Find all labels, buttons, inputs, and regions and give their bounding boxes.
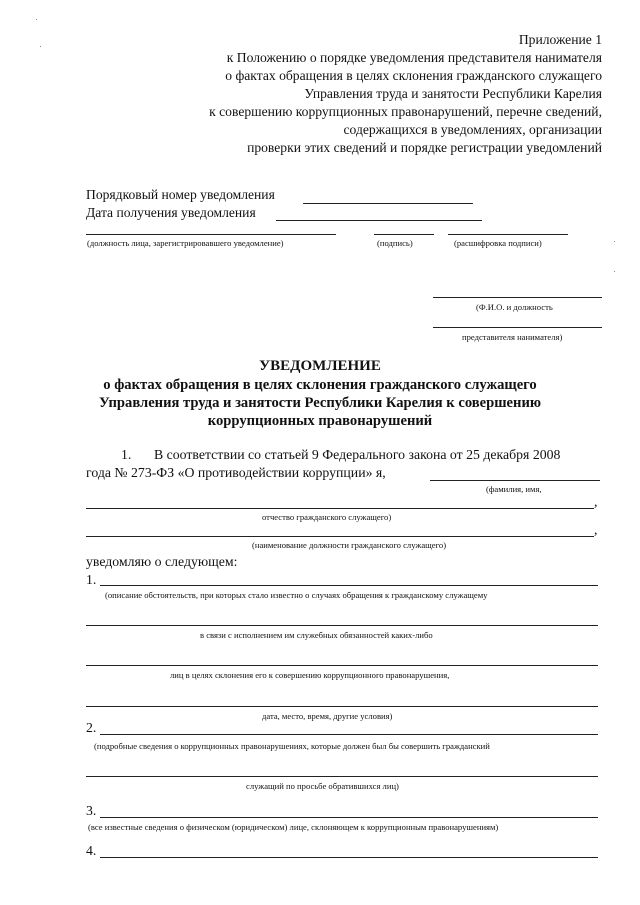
scan-speck	[40, 46, 41, 47]
notify-heading: уведомляю о следующем:	[86, 554, 238, 569]
caption-position: (наименование должности гражданского служащего)	[252, 540, 447, 550]
caption-fio-position: (Ф.И.О. и должность	[476, 302, 553, 312]
header-line: к совершению коррупционных правонарушений, перечне сведений,	[209, 104, 602, 119]
registrar-decoding-field[interactable]	[448, 234, 568, 235]
addressee-fio-field[interactable]	[433, 297, 602, 298]
paragraph-text: года № 273-ФЗ «О противодействии коррупции» я,	[86, 465, 386, 480]
caption-item1-duties: в связи с исполнением им служебных обязанностей каких-либо	[200, 630, 433, 640]
caption-representative: представителя нанимателя)	[462, 332, 563, 342]
declarant-patronymic-field[interactable]	[86, 508, 594, 509]
registration-number-label: Порядковый номер уведомления	[86, 187, 275, 202]
notice-subtitle-line: о фактах обращения в целях склонения гражданского служащего	[103, 377, 537, 393]
item-number: 1.	[86, 572, 97, 587]
caption-signature: (подпись)	[377, 238, 413, 248]
item1-field[interactable]	[86, 665, 598, 666]
notice-subtitle-line: коррупционных правонарушений	[207, 413, 433, 429]
item1-field[interactable]	[100, 585, 598, 586]
header-line: о фактах обращения в целях склонения гражданского служащего	[225, 68, 602, 83]
header-line: Управления труда и занятости Республики Карелия	[304, 86, 602, 101]
caption-patronymic: отчество гражданского служащего)	[262, 512, 392, 522]
header-line: проверки этих сведений и порядке регистрации уведомлений	[247, 140, 602, 155]
caption-item2-request: служащий по просьбе обратившихся лиц)	[246, 781, 399, 791]
item-number: 4.	[86, 843, 97, 858]
scan-speck	[36, 19, 37, 20]
appendix-label: Приложение 1	[518, 32, 602, 47]
registrar-position-field[interactable]	[86, 234, 336, 235]
registrar-signature-field[interactable]	[374, 234, 434, 235]
caption-item1-circumstances: (описание обстоятельств, при которых стало известно о случаях обращения к гражданскому служащему	[105, 590, 488, 600]
paragraph-number: 1.	[121, 447, 132, 462]
item-number: 3.	[86, 803, 97, 818]
registration-date-label: Дата получения уведомления	[86, 205, 256, 220]
item1-field[interactable]	[86, 625, 598, 626]
item1-field[interactable]	[86, 706, 598, 707]
caption-item1-conditions: дата, место, время, другие условия)	[262, 711, 393, 721]
declarant-position-field[interactable]	[86, 536, 594, 537]
field-comma: ,	[594, 494, 598, 509]
caption-item1-persons: лиц в целях склонения его к совершению коррупционного правонарушения,	[170, 670, 450, 680]
header-line: к Положению о порядке уведомления представителя нанимателя	[226, 50, 602, 65]
registration-date-field[interactable]	[276, 220, 482, 221]
item2-field[interactable]	[100, 734, 598, 735]
notice-subtitle-line: Управления труда и занятости Республики Карелия к совершению	[98, 395, 541, 411]
item2-field[interactable]	[86, 776, 598, 777]
paragraph-text: В соответствии со статьей 9 Федерального закона от 25 декабря 2008	[154, 447, 561, 462]
caption-name: (фамилия, имя,	[486, 484, 542, 494]
item-number: 2.	[86, 720, 97, 735]
item4-field[interactable]	[100, 857, 598, 858]
header-line: содержащихся в уведомлениях, организации	[343, 122, 602, 137]
caption-registrar-position: (должность лица, зарегистрировавшего уведомление)	[87, 238, 284, 248]
scan-speck	[614, 271, 615, 272]
registration-number-field[interactable]	[303, 203, 473, 204]
field-comma: ,	[594, 522, 598, 537]
caption-item2-violations: (подробные сведения о коррупционных правонарушениях, которые должен был бы совершить гражданский	[94, 741, 490, 751]
declarant-name-field[interactable]	[430, 480, 600, 481]
addressee-representative-field[interactable]	[433, 327, 602, 328]
caption-item3-inducer: (все известные сведения о физическом (юридическом) лице, склоняющем к коррупционным правонарушениям)	[88, 822, 499, 832]
notice-title: УВЕДОМЛЕНИЕ	[259, 358, 381, 374]
item3-field[interactable]	[100, 817, 598, 818]
caption-decoding: (расшифровка подписи)	[454, 238, 542, 248]
scan-speck	[614, 241, 615, 242]
